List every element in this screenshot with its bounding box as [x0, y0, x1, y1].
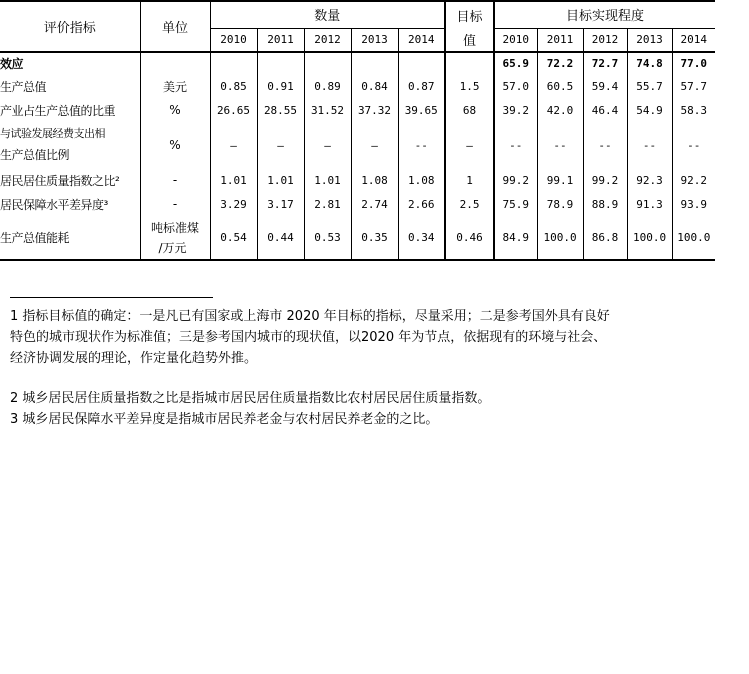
value-cell: 0.84 [351, 74, 398, 98]
indicator-label: 居民保障水平差异度³ [0, 192, 140, 216]
achievement-cell: -- [494, 122, 537, 168]
section-achievement: 65.9 [494, 52, 537, 74]
year-header: 2011 [257, 28, 304, 52]
year-header: 2010 [210, 28, 257, 52]
table-row [0, 216, 715, 260]
header-achievement: 目标实现程度 [494, 1, 715, 28]
year-header: 2013 [351, 28, 398, 52]
footnote-2: 2 城乡居民居住质量指数之比是指城市居民居住质量指数比农村居民居住质量指数。 [10, 391, 491, 406]
achievement-cell: 86.8 [583, 216, 627, 260]
footnote-3: 3 城乡居民保障水平差异度是指城市居民养老金与农村居民养老金的之比。 [10, 412, 439, 427]
achievement-cell: 99.2 [583, 168, 627, 192]
achievement-cell: 54.9 [627, 98, 672, 122]
value-cell: 1.01 [304, 168, 351, 192]
achievement-cell: 57.7 [672, 74, 715, 98]
header-target-bottom: 值 [445, 28, 494, 52]
year-header: 2014 [672, 28, 715, 52]
achievement-cell: -- [583, 122, 627, 168]
footnote-1-line-3: 经济协调发展的理论，作定量化趋势外推。 [10, 351, 258, 366]
achievement-cell: 60.5 [537, 74, 583, 98]
achievement-cell: 57.0 [494, 74, 537, 98]
achievement-cell: 59.4 [583, 74, 627, 98]
table-row [0, 192, 715, 216]
value-cell: 31.52 [304, 98, 351, 122]
achievement-cell: 92.2 [672, 168, 715, 192]
indicator-table [0, 0, 715, 261]
table-row [0, 98, 715, 122]
achievement-cell: 75.9 [494, 192, 537, 216]
unit-cell: 美元 [140, 74, 210, 98]
target-cell: 1 [445, 168, 494, 192]
achievement-cell: 42.0 [537, 98, 583, 122]
footnote-separator [10, 297, 213, 298]
achievement-cell: 99.2 [494, 168, 537, 192]
value-cell: 0.54 [210, 216, 257, 260]
achievement-cell: 46.4 [583, 98, 627, 122]
value-cell: -- [398, 122, 445, 168]
year-header: 2011 [537, 28, 583, 52]
value-cell: 26.65 [210, 98, 257, 122]
value-cell: 1.08 [351, 168, 398, 192]
achievement-cell: -- [537, 122, 583, 168]
value-cell: 0.87 [398, 74, 445, 98]
section-achievement: 72.7 [583, 52, 627, 74]
achievement-cell: 93.9 [672, 192, 715, 216]
value-cell: 39.65 [398, 98, 445, 122]
unit-cell [140, 216, 210, 260]
section-achievement: 74.8 [627, 52, 672, 74]
section-achievement: 72.2 [537, 52, 583, 74]
value-cell: — [304, 122, 351, 168]
table-row [0, 74, 715, 98]
achievement-cell: 55.7 [627, 74, 672, 98]
value-cell: 0.35 [351, 216, 398, 260]
achievement-cell: 99.1 [537, 168, 583, 192]
year-header: 2012 [583, 28, 627, 52]
indicator-label: 生产总值能耗 [0, 216, 140, 260]
value-cell: 0.53 [304, 216, 351, 260]
year-header: 2013 [627, 28, 672, 52]
footnote-1-line-1: 1 指标目标值的确定：一是凡已有国家或上海市 2020 年目标的指标，尽量采用；二是参考国外具有良好 [10, 309, 610, 324]
value-cell: 0.34 [398, 216, 445, 260]
value-cell: 2.81 [304, 192, 351, 216]
indicator-label [0, 122, 140, 168]
value-cell: 1.01 [257, 168, 304, 192]
section-achievement: 77.0 [672, 52, 715, 74]
unit-line2: /万元 [158, 240, 187, 255]
target-cell: 2.5 [445, 192, 494, 216]
achievement-cell: 84.9 [494, 216, 537, 260]
target-cell: 0.46 [445, 216, 494, 260]
value-cell: — [257, 122, 304, 168]
value-cell: — [210, 122, 257, 168]
achievement-cell: 58.3 [672, 98, 715, 122]
section-label: 效应 [0, 52, 140, 74]
achievement-cell: -- [627, 122, 672, 168]
value-cell: 0.89 [304, 74, 351, 98]
achievement-cell: 78.9 [537, 192, 583, 216]
table-row [0, 168, 715, 192]
achievement-cell: 91.3 [627, 192, 672, 216]
section-row [0, 52, 715, 74]
value-cell: 3.29 [210, 192, 257, 216]
value-cell: 2.66 [398, 192, 445, 216]
value-cell: 0.85 [210, 74, 257, 98]
value-cell: 0.44 [257, 216, 304, 260]
value-cell: 28.55 [257, 98, 304, 122]
unit-line1: 吨标准煤 [150, 220, 199, 235]
header-quantity: 数量 [210, 1, 445, 28]
table-row [0, 122, 715, 168]
achievement-cell: 92.3 [627, 168, 672, 192]
indicator-label-line2: 生产总值比例 [0, 148, 70, 162]
value-cell: 1.01 [210, 168, 257, 192]
header-indicator: 评价指标 [0, 1, 140, 52]
unit-cell: - [140, 192, 210, 216]
unit-cell: % [140, 122, 210, 168]
indicator-label-line1: 与试验发展经费支出相 [0, 127, 105, 140]
value-cell: 2.74 [351, 192, 398, 216]
achievement-cell: 100.0 [627, 216, 672, 260]
header-target-top: 目标 [445, 1, 494, 28]
value-cell: 0.91 [257, 74, 304, 98]
value-cell: — [351, 122, 398, 168]
achievement-cell: -- [672, 122, 715, 168]
unit-cell: - [140, 168, 210, 192]
target-cell: 68 [445, 98, 494, 122]
year-header: 2012 [304, 28, 351, 52]
header-unit: 单位 [140, 1, 210, 52]
achievement-cell: 39.2 [494, 98, 537, 122]
target-cell: — [445, 122, 494, 168]
indicator-label: 生产总值 [0, 74, 140, 98]
footnote-1-line-2: 特色的城市现状作为标准值；三是参考国内城市的现状值，以2020 年为节点，依据现有的环境与社会、 [10, 330, 607, 345]
year-header: 2010 [494, 28, 537, 52]
achievement-cell: 100.0 [672, 216, 715, 260]
indicator-label: 产业占生产总值的比重 [0, 98, 140, 122]
year-header: 2014 [398, 28, 445, 52]
unit-cell: % [140, 98, 210, 122]
achievement-cell: 88.9 [583, 192, 627, 216]
achievement-cell: 100.0 [537, 216, 583, 260]
value-cell: 3.17 [257, 192, 304, 216]
value-cell: 37.32 [351, 98, 398, 122]
value-cell: 1.08 [398, 168, 445, 192]
indicator-label: 居民居住质量指数之比² [0, 168, 140, 192]
target-cell: 1.5 [445, 74, 494, 98]
footnotes [10, 306, 710, 430]
